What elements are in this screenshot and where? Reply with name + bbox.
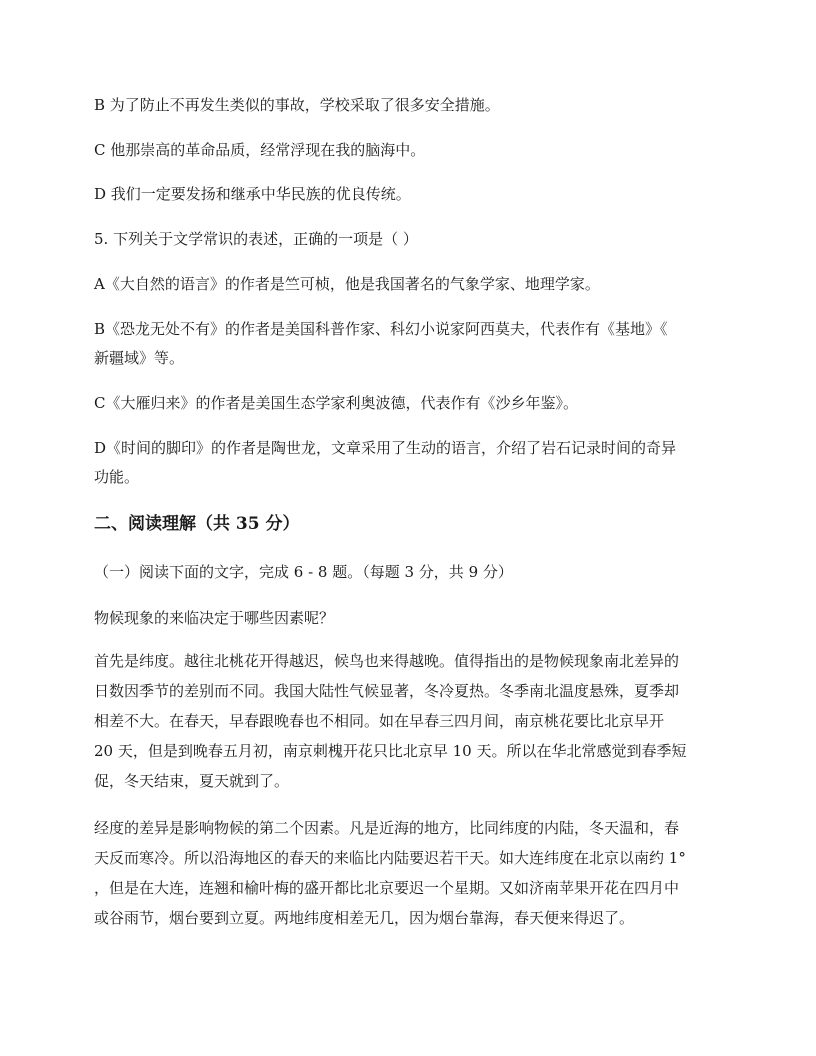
- q5-option-d-line-1: D《时间的脚印》的作者是陶世龙，文章采用了生动的语言，介绍了岩石记录时间的奇异: [94, 439, 677, 457]
- paragraph2-line-2: 天反而寒冷。所以沿海地区的春天的来临比内陆要迟若干天。如大连纬度在北京以南约 1°: [94, 849, 686, 867]
- paragraph1-line-1: 首先是纬度。越往北桃花开得越迟，候鸟也来得越晚。值得指出的是物候现象南北差异的: [94, 652, 680, 670]
- paragraph2-line-3: ，但是在大连，连翘和榆叶梅的盛开都比北京要迟一个星期。又如济南苹果开花在四月中: [94, 879, 680, 897]
- section-heading: 二、阅读理解（共 35 分）: [94, 514, 300, 534]
- q5-option-b-line-1: B《恐龙无处不有》的作者是美国科普作家、科幻小说家阿西莫夫，代表作有《基地》《: [94, 320, 668, 338]
- paragraph1-line-5: 促，冬天结束，夏天就到了。: [94, 772, 290, 790]
- paragraph2-line-1: 经度的差异是影响物候的第二个因素。凡是近海的地方，比同纬度的内陆，冬天温和，春: [94, 819, 680, 837]
- paragraph1-line-4: 20 天，但是到晚春五月初，南京刺槐开花只比北京早 10 天。所以在华北常感觉到春季短: [94, 742, 687, 760]
- option-d-line: D 我们一定要发扬和继承中华民族的优良传统。: [94, 185, 411, 203]
- q5-option-d-line-2: 功能。: [94, 468, 140, 486]
- q5-option-c: C《大雁归来》的作者是美国生态学家利奥波德，代表作有《沙乡年鉴》。: [94, 394, 578, 412]
- paragraph1-line-2: 日数因季节的差别而不同。我国大陆性气候显著，冬冷夏热。冬季南北温度悬殊，夏季却: [94, 682, 680, 700]
- option-b-line: B 为了防止不再发生类似的事故，学校采取了很多安全措施。: [94, 96, 500, 114]
- section-intro: （一）阅读下面的文字，完成 6 - 8 题。（每题 3 分，共 9 分）: [94, 563, 513, 581]
- paragraph1-line-3: 相差不大。在春天，早春跟晚春也不相同。如在早春三四月间，南京桃花要比北京早开: [94, 712, 665, 730]
- option-c-line: C 他那崇高的革命品质，经常浮现在我的脑海中。: [94, 141, 426, 159]
- paragraph2-line-4: 或谷雨节，烟台要到立夏。两地纬度相差无几，因为烟台靠海，春天便来得迟了。: [94, 909, 635, 927]
- passage-title: 物候现象的来临决定于哪些因素呢？: [94, 609, 335, 627]
- question-5: 5. 下列关于文学常识的表述，正确的一项是（ ）: [94, 230, 418, 248]
- q5-option-b-line-2: 新疆域》等。: [94, 349, 185, 367]
- q5-option-a: A《大自然的语言》的作者是竺可桢，他是我国著名的气象学家、地理学家。: [94, 275, 600, 293]
